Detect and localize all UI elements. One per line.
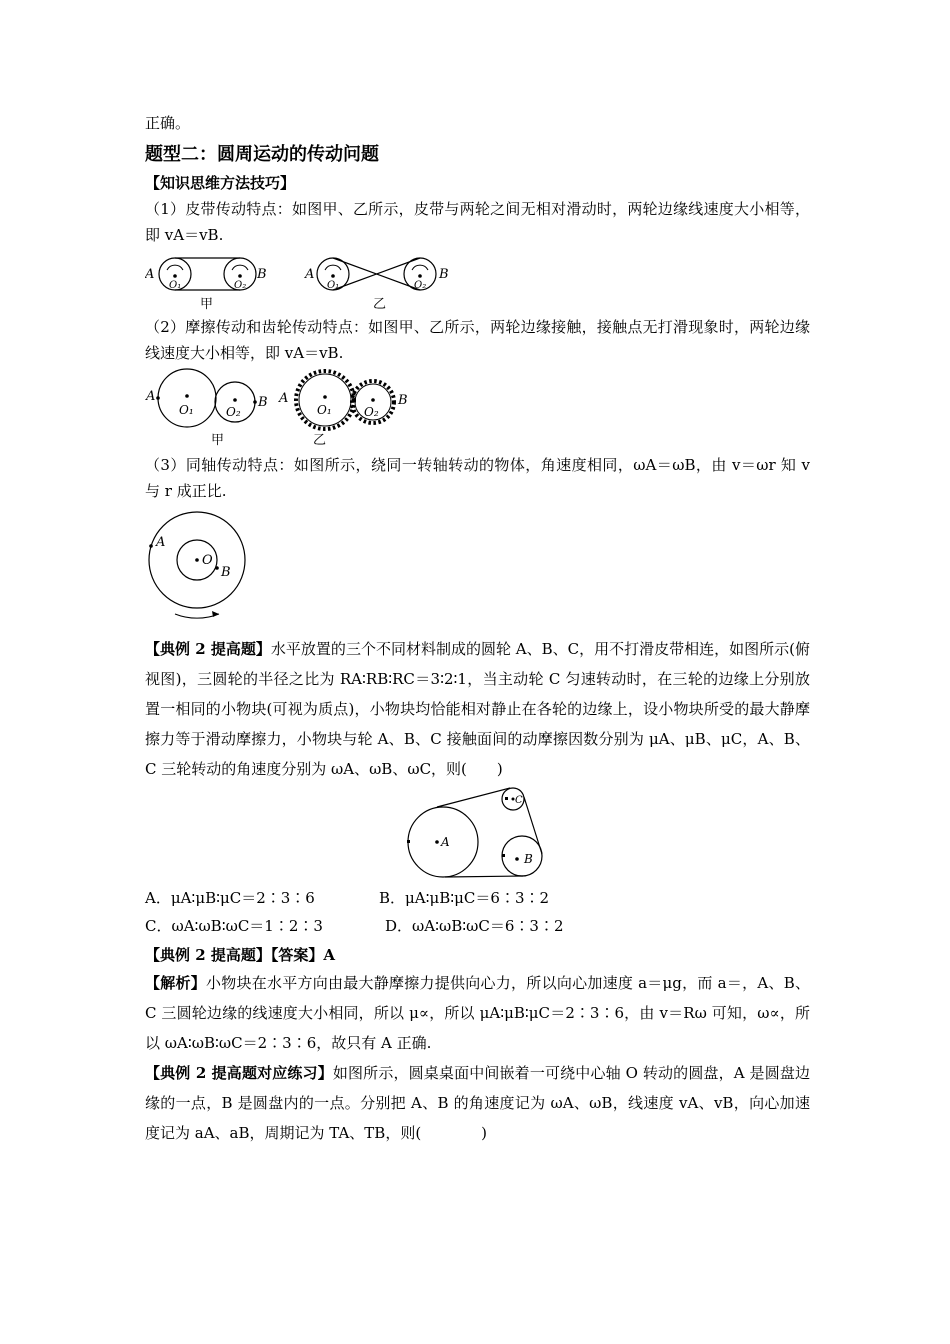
fig4-b-label: B	[524, 852, 533, 866]
options-row-2	[145, 912, 810, 940]
fig1-b-label: B	[257, 267, 267, 282]
fig2-a-label: A	[146, 389, 156, 404]
option-a[interactable]: A．μA∶μB∶μC＝2∶3∶6	[145, 889, 315, 907]
top-line: 正确。	[145, 114, 191, 132]
fig3-o-label: O	[202, 553, 213, 568]
fig3-b-label: B	[221, 565, 231, 580]
example-2	[145, 634, 810, 784]
fig3-a-label: A	[156, 535, 166, 550]
example-2-text: 水平放置的三个不同材料制成的圆轮 A、B、C，用不打滑皮带相连，如图所示(俯视图)，三圆轮的半径之比为 RA∶RB∶RC＝3∶2∶1，当主动轮 C 匀速转动时，在三轮的边缘上分别放置一相同的小物块(可视为质点)，小物块均恰能相对静止在各轮的边缘上，设小物块所受的最大静摩擦力等于滑动摩擦力，小物块与轮 A、B、C 接触面间的动摩擦因数分别为 μA、μB、μC，A、B、C 三轮转动的角速度分别为 ωA、ωB、ωC，则( )	[145, 640, 810, 778]
three-wheel-figure	[145, 784, 810, 882]
analysis-title: 【解析】	[145, 974, 207, 992]
option-c[interactable]: C．ωA∶ωB∶ωC＝1∶2∶3	[145, 917, 323, 935]
practice-title: 【典例 2 提高题对应练习】	[145, 1064, 333, 1082]
fig1-left-caption: 甲	[200, 297, 214, 310]
option-d[interactable]: D．ωA∶ωB∶ωC＝6∶3∶2	[385, 917, 564, 935]
option-b[interactable]: B．μA∶μB∶μC＝6∶3∶2	[379, 889, 550, 907]
fig1-right-caption: 乙	[373, 297, 387, 310]
point-2: （2）摩擦传动和齿轮传动特点：如图甲、乙所示，两轮边缘接触，接触点无打滑现象时，两轮边缘线速度大小相等，即 vA＝vB.	[145, 318, 810, 362]
fig4-a-label: A	[441, 835, 450, 849]
belt-open-drive	[145, 258, 267, 310]
practice-text: 如图所示，圆桌桌面中间嵌着一可绕中心轴 O 转动的圆盘，A 是圆盘边缘的一点，B 是圆盘内的一点。分别把 A、B 的角速度记为 ωA、ωB，线速度 vA、vB，向心加速度记为 aA、aB，周期记为 TA、TB，则( )	[145, 1064, 810, 1142]
answer-line: 【典例 2 提高题】【答案】A	[145, 946, 336, 964]
fig2-o1-label: O₁	[179, 403, 194, 417]
fig2b-o2-label: O₂	[364, 405, 379, 419]
options-row-1	[145, 884, 810, 912]
fig1b-o1-label: O₁	[327, 280, 340, 291]
belt-drive-figure	[145, 248, 475, 310]
fig2b-a-label: A	[279, 391, 289, 406]
fig1-a-label: A	[145, 267, 155, 282]
document-page	[145, 110, 810, 1148]
fig2b-o1-label: O₁	[317, 403, 332, 417]
knowledge-header: 【知识思维方法技巧】	[145, 174, 296, 192]
fig1b-o2-label: O₂	[414, 280, 427, 291]
fig2-o2-label: O₂	[226, 405, 241, 419]
example-2-title: 【典例 2 提高题】	[145, 640, 271, 658]
fig2-right-caption: 乙	[313, 433, 327, 448]
coaxial-figure	[145, 510, 265, 622]
fig1-o2-label: O₂	[234, 280, 247, 291]
friction-drive	[145, 369, 268, 448]
analysis	[145, 968, 810, 1058]
belt-cross-drive	[304, 258, 449, 310]
fig2-left-caption: 甲	[211, 433, 225, 448]
analysis-text: 小物块在水平方向由最大静摩擦力提供向心力，所以向心加速度 a＝μg，而 a＝，A、B、C 三圆轮边缘的线速度大小相同，所以 μ∝，所以 μA∶μB∶μC＝2∶3∶6，由 v＝Rω 可知，ω∝，所以 ωA∶ωB∶ωC＝2∶3∶6，故只有 A 正确.	[145, 974, 810, 1052]
point-1: （1）皮带传动特点：如图甲、乙所示，皮带与两轮之间无相对滑动时，两轮边缘线速度大小相等，即 vA＝vB.	[145, 200, 810, 244]
section-title: 题型二：圆周运动的传动问题	[145, 144, 379, 165]
fig1b-a-label: A	[305, 267, 315, 282]
friction-gear-figure	[145, 366, 445, 448]
fig2-b-label: B	[258, 395, 268, 410]
fig2b-b-label: B	[398, 393, 408, 408]
fig1b-b-label: B	[439, 267, 449, 282]
fig1-o1-label: O₁	[169, 280, 182, 291]
practice	[145, 1058, 810, 1148]
point-3: （3）同轴传动特点：如图所示，绕同一转轴转动的物体，角速度相同，ωA＝ωB，由 v＝ωr 知 v 与 r 成正比.	[145, 456, 810, 500]
gear-drive	[278, 371, 408, 448]
fig4-c-label: C	[515, 795, 523, 806]
